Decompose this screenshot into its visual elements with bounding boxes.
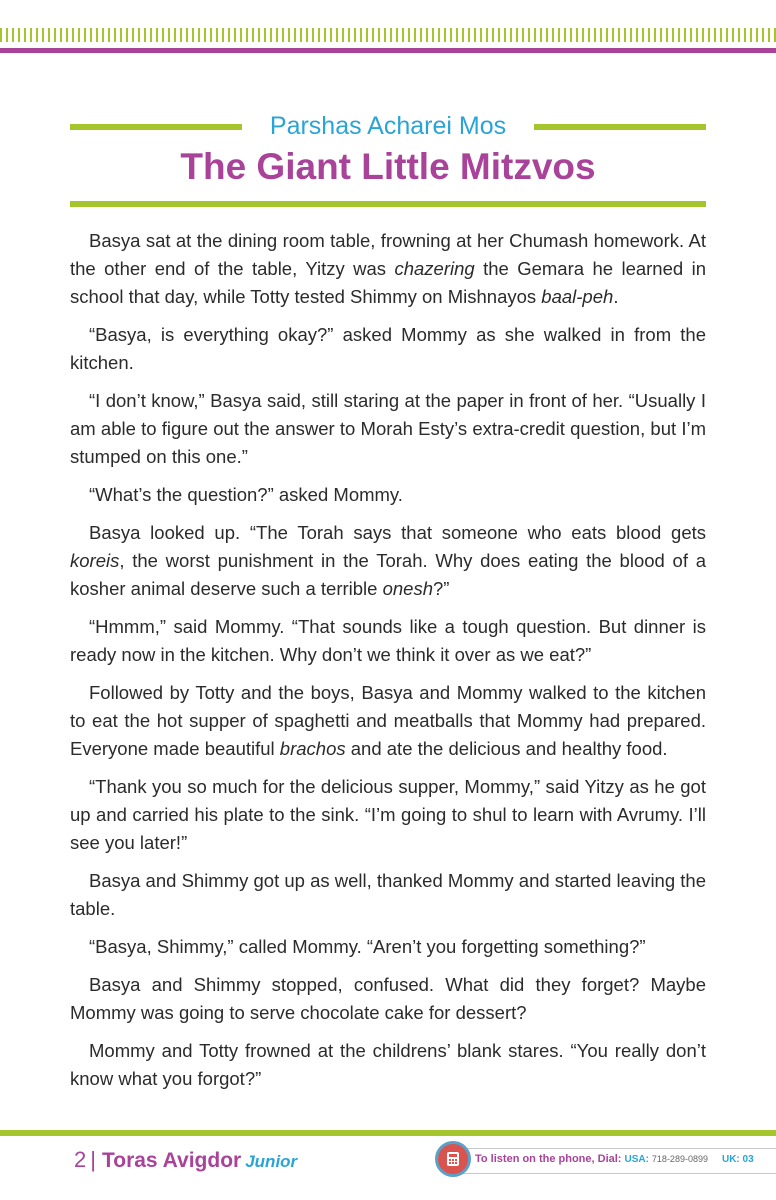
paragraph: “Basya, is everything okay?” asked Mommy as she walked in from the kitchen.: [70, 324, 706, 373]
top-stripe-pattern: [0, 28, 776, 42]
story-title: The Giant Little Mitzvos: [180, 146, 596, 187]
footer-separator: |: [90, 1147, 96, 1172]
paragraph: “Basya, Shimmy,” called Mommy. “Aren’t you forgetting something?”: [89, 936, 646, 957]
parsha-header: [70, 110, 706, 142]
parsha-name: Parshas Acharei Mos: [269, 112, 507, 140]
footer-rule: [0, 1130, 776, 1136]
top-purple-band: [0, 48, 776, 53]
phone-listen-info: [475, 1153, 754, 1165]
usa-number[interactable]: 718-289-0899: [651, 1154, 708, 1164]
paragraph: “What’s the question?” asked Mommy.: [89, 484, 403, 505]
brand-name: Toras Avigdor: [101, 1149, 242, 1172]
paragraph: “I don’t know,” Basya said, still staring at the paper in front of her. “Usually I am able to figure out the answer to Morah Esty’s extra-credit question, but I’m stumped on this one.”: [70, 390, 706, 467]
paragraph: Basya sat at the dining room table, frowning at her Chumash homework. At the other end of the table, Yitzy was chazering the Gemara he learned in school that day, while Totty tested Shimmy on Mishnayos baal-peh.: [70, 230, 706, 307]
header-rule-left: [70, 124, 242, 130]
header-rule-right: [534, 124, 706, 130]
listen-label: To listen on the phone, Dial:: [475, 1153, 622, 1165]
usa-label: USA:: [624, 1154, 649, 1165]
paragraph: Mommy and Totty frowned at the childrens’ blank stares. “You really don’t know what you forgot?”: [70, 1040, 706, 1089]
paragraph: Basya looked up. “The Torah says that someone who eats blood gets koreis, the worst punishment in the Torah. Why does eating the blood of a kosher animal deserve such a terrible onesh?”: [70, 522, 706, 599]
story-body: [70, 227, 706, 1103]
brand-subtitle: Junior: [245, 1152, 298, 1171]
paragraph: “Thank you so much for the delicious supper, Mommy,” said Yitzy as he got up and carried his plate to the sink. “I’m going to shul to learn with Avrumy. I’ll see you later!”: [70, 776, 706, 853]
phone-icon: [435, 1141, 471, 1177]
paragraph: “Hmmm,” said Mommy. “That sounds like a tough question. But dinner is ready now in the kitchen. Why don’t we think it over as we eat?”: [70, 616, 706, 665]
paragraph: Followed by Totty and the boys, Basya and Mommy walked to the kitchen to eat the hot supper of spaghetti and meatballs that Mommy had prepared. Everyone made beautiful brachos and ate the delicious and healthy food.: [70, 682, 706, 759]
page-number: 2: [74, 1147, 87, 1172]
uk-label: UK: 03: [721, 1154, 754, 1165]
paragraph: Basya and Shimmy stopped, confused. What did they forget? Maybe Mommy was going to serve chocolate cake for dessert?: [70, 974, 706, 1023]
footer-branding: [74, 1145, 297, 1175]
title-rule: [70, 201, 706, 207]
paragraph: Basya and Shimmy got up as well, thanked Mommy and started leaving the table.: [70, 870, 706, 919]
